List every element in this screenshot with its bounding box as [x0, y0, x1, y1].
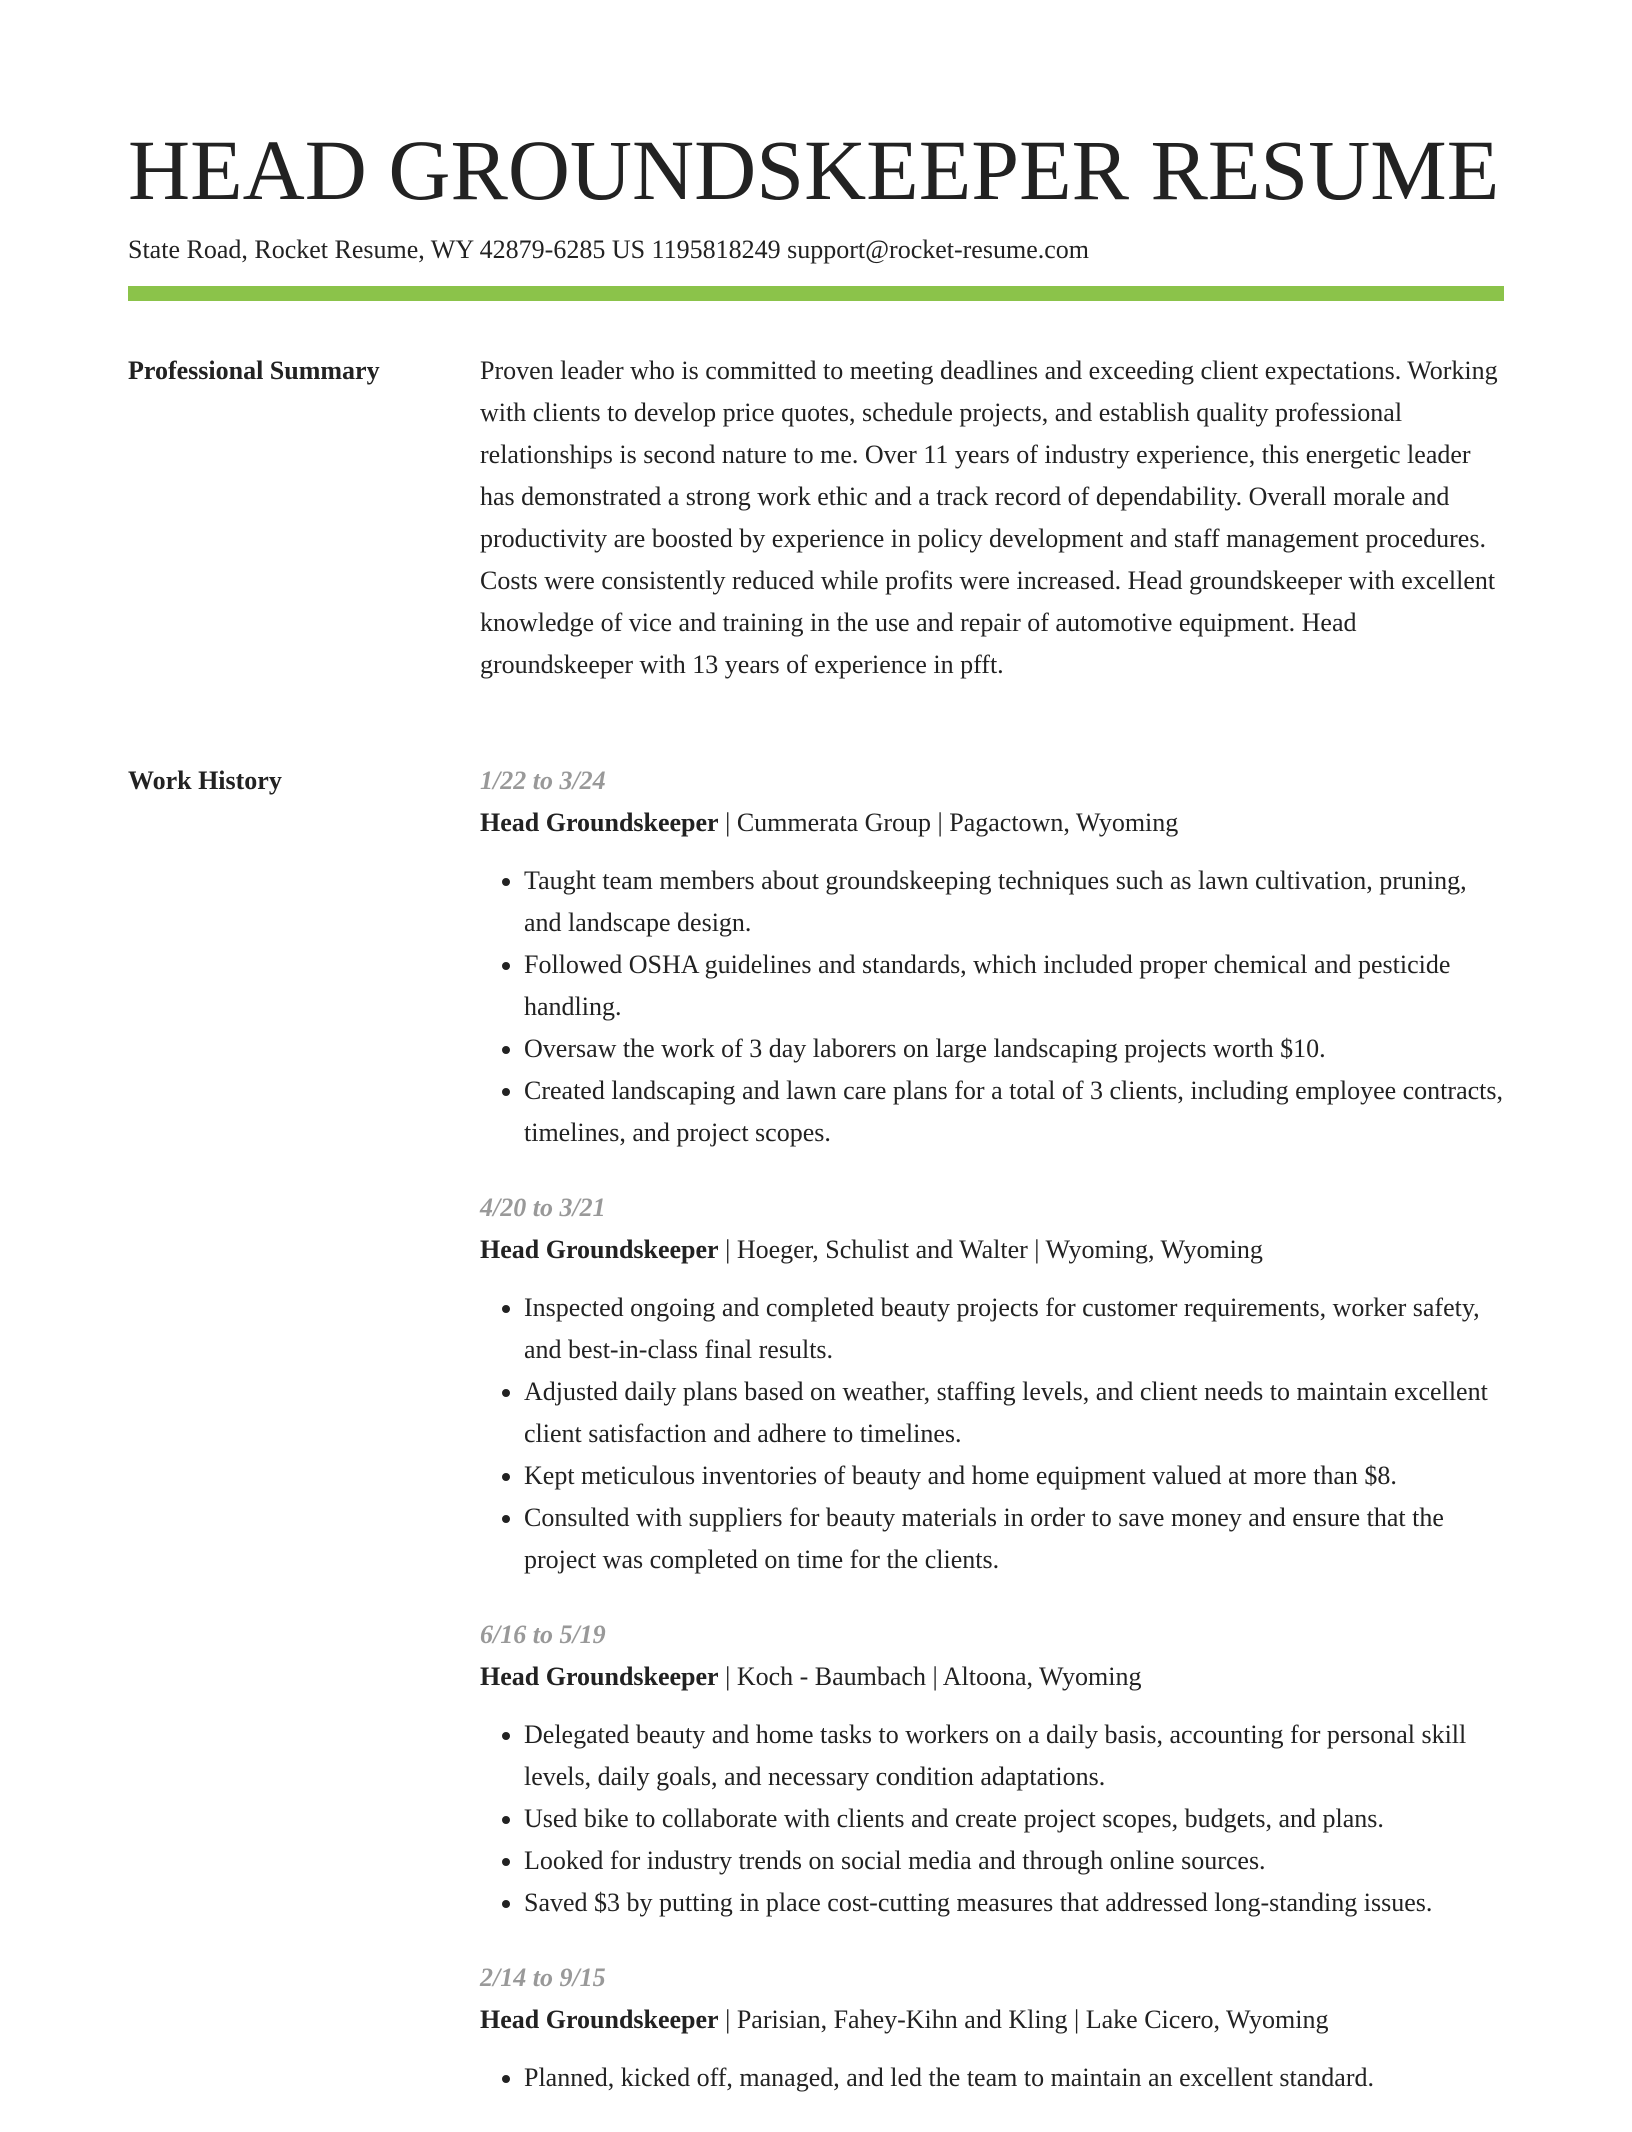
job-employer-location: | Cummerata Group | Pagactown, Wyoming: [718, 808, 1179, 837]
job-bullet: • Saved $3 by putting in place cost-cutting measures that addressed long-standing issues.: [524, 1882, 1510, 1924]
job-bullet: • Oversaw the work of 3 day laborers on large landscaping projects worth $10.: [524, 1028, 1510, 1070]
job-bullet: • Planned, kicked off, managed, and led the team to maintain an excellent standard.: [524, 2057, 1510, 2099]
job-bullet: • Looked for industry trends on social media and through online sources.: [524, 1840, 1510, 1882]
summary-section-label: Professional Summary: [128, 356, 380, 385]
job-bullet: • Used bike to collaborate with clients and create project scopes, budgets, and plans.: [524, 1798, 1510, 1840]
work-history-list: [480, 760, 1510, 2132]
job-bullet: • Followed OSHA guidelines and standards, which included proper chemical and pesticide handling.: [524, 944, 1510, 1028]
job-entry: [480, 1614, 1510, 1924]
job-bullet: • Adjusted daily plans based on weather, staffing levels, and client needs to maintain excellent client satisfaction and adhere to timelines.: [524, 1371, 1510, 1455]
resume-title: HEAD GROUNDSKEEPER RESUME: [128, 122, 1500, 218]
job-title: Head Groundskeeper: [480, 1662, 719, 1691]
job-title: Head Groundskeeper: [480, 2005, 719, 2034]
job-employer-location: | Koch - Baumbach | Altoona, Wyoming: [718, 1662, 1142, 1691]
job-bullets: [480, 860, 1510, 1154]
job-bullets: [480, 1714, 1510, 1924]
job-heading: [480, 1229, 1510, 1271]
work-history-section-label: Work History: [128, 766, 282, 795]
job-bullet: • Taught team members about groundskeeping techniques such as lawn cultivation, pruning, and landscape design.: [524, 860, 1510, 944]
summary-text: Proven leader who is committed to meeting deadlines and exceeding client expectations. Working with clients to develop price quotes, schedule projects, and establish quality professional relationships is second nature to me. Over 11 years of industry experience, this energetic leader has demonstrated a strong work ethic and a track record of dependability. Overall morale and productivity are boosted by experience in policy development and staff management procedures. Costs were consistently reduced while profits were increased. Head groundskeeper with excellent knowledge of vice and training in the use and repair of automotive equipment. Head groundskeeper with 13 years of experience in pfft.: [480, 356, 1498, 679]
job-bullet: • Created landscaping and lawn care plans for a total of 3 clients, including employee contracts, timelines, and project scopes.: [524, 1070, 1510, 1154]
job-entry: [480, 760, 1510, 1154]
job-bullet: • Consulted with suppliers for beauty materials in order to save money and ensure that the project was completed on time for the clients.: [524, 1497, 1510, 1581]
job-title: Head Groundskeeper: [480, 808, 719, 837]
job-employer-location: | Hoeger, Schulist and Walter | Wyoming, Wyoming: [718, 1235, 1263, 1264]
job-entry: [480, 1957, 1510, 2099]
job-bullet: • Kept meticulous inventories of beauty and home equipment valued at more than $8.: [524, 1455, 1510, 1497]
job-dates: 2/14 to 9/15: [480, 1963, 606, 1992]
job-dates: 4/20 to 3/21: [480, 1193, 606, 1222]
job-bullets: [480, 2057, 1510, 2099]
contact-line: State Road, Rocket Resume, WY 42879-6285 US 1195818249 support@rocket-resume.com: [128, 235, 1089, 264]
job-bullet: • Delegated beauty and home tasks to workers on a daily basis, accounting for personal skill levels, daily goals, and necessary condition adaptations.: [524, 1714, 1510, 1798]
job-title: Head Groundskeeper: [480, 1235, 719, 1264]
job-heading: [480, 1999, 1510, 2041]
job-bullet: • Inspected ongoing and completed beauty projects for customer requirements, worker safety, and best-in-class final results.: [524, 1287, 1510, 1371]
job-heading: [480, 1656, 1510, 1698]
job-dates: 6/16 to 5/19: [480, 1620, 606, 1649]
job-dates: 1/22 to 3/24: [480, 766, 606, 795]
accent-divider: [128, 286, 1504, 301]
job-heading: [480, 802, 1510, 844]
job-bullets: [480, 1287, 1510, 1581]
summary-section: [480, 350, 1510, 686]
job-entry: [480, 1187, 1510, 1581]
job-employer-location: | Parisian, Fahey-Kihn and Kling | Lake Cicero, Wyoming: [718, 2005, 1329, 2034]
